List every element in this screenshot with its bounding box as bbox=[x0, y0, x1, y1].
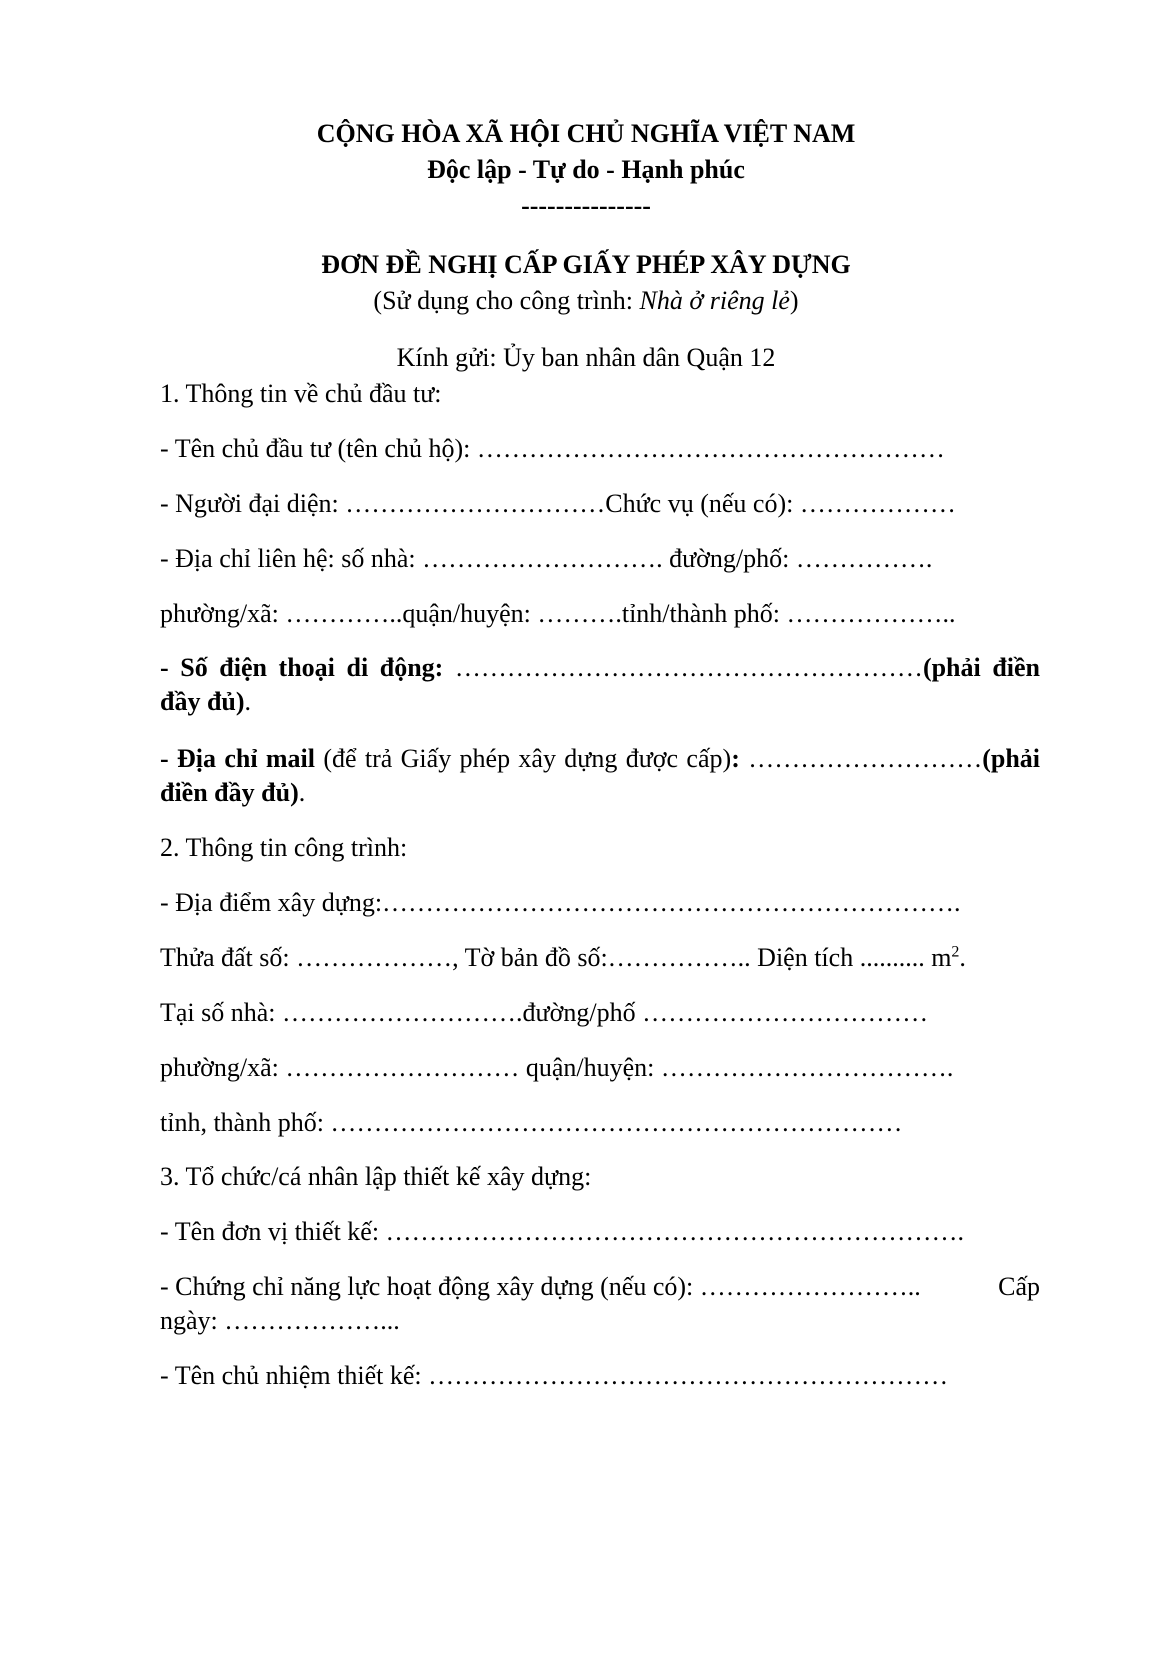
plot-text: Thửa đất số: ………………, Tờ bản đồ số:…………….. Diện tích .......... m bbox=[160, 943, 952, 972]
header-separator: --------------- bbox=[521, 191, 651, 220]
representative-field: - Người đại diện: …………………………Chức vụ (nếu có): ……………… bbox=[160, 489, 956, 518]
phone-label: - Số điện thoại di động: bbox=[160, 653, 444, 682]
subtitle-prefix: (Sử dụng cho công trình: bbox=[373, 286, 640, 315]
house-number-field: Tại số nhà: ……………………….đường/phố …………………………… bbox=[160, 998, 929, 1027]
recipient: Kính gửi: Ủy ban nhân dân Quận 12 bbox=[396, 343, 776, 372]
mail-note: (phải điền đầy đủ) bbox=[160, 744, 1041, 807]
certificate-field bbox=[160, 1270, 1040, 1304]
certificate-issue-word: Cấp bbox=[998, 1272, 1040, 1301]
mail-field bbox=[160, 742, 1040, 810]
phone-end: . bbox=[244, 687, 252, 716]
phone-note: (phải điền đầy đủ) bbox=[160, 653, 1041, 716]
plot-sup: 2 bbox=[951, 943, 960, 961]
location-field: - Địa điểm xây dựng:…………………………………………………………. bbox=[160, 888, 961, 917]
mail-dots: ……………………… bbox=[739, 744, 983, 773]
mail-colon: : bbox=[731, 744, 740, 773]
province-field: tỉnh, thành phố: ………………………………………………………… bbox=[160, 1108, 903, 1137]
phone-dots: ……………………………………………… bbox=[443, 653, 923, 682]
certificate-date-field: ngày: ………………... bbox=[160, 1306, 400, 1335]
section1-heading: 1. Thông tin về chủ đầu tư: bbox=[160, 379, 442, 408]
mail-desc: (để trả Giấy phép xây dựng được cấp) bbox=[315, 744, 732, 773]
plot-suffix: . bbox=[959, 943, 966, 972]
document-title: ĐƠN ĐỀ NGHỊ CẤP GIẤY PHÉP XÂY DỰNG bbox=[321, 250, 851, 279]
design-unit-field: - Tên đơn vị thiết kế: …………………………………………………………. bbox=[160, 1217, 965, 1246]
subtitle-suffix: ) bbox=[789, 286, 799, 315]
certificate-text: - Chứng chỉ năng lực hoạt động xây dựng (nếu có): …………………….. bbox=[160, 1272, 921, 1301]
owner-name-field: - Tên chủ đầu tư (tên chủ hộ): ……………………………………………… bbox=[160, 434, 945, 463]
chief-designer-field: - Tên chủ nhiệm thiết kế: …………………………………………………… bbox=[160, 1361, 949, 1390]
plot-field bbox=[160, 941, 1040, 975]
address-field: - Địa chỉ liên hệ: số nhà: ………………………. đường/phố: ……………. bbox=[160, 544, 933, 573]
mail-label: - Địa chỉ mail bbox=[160, 744, 316, 773]
mail-end: . bbox=[298, 778, 306, 807]
section3-heading: 3. Tổ chức/cá nhân lập thiết kế xây dựng: bbox=[160, 1162, 592, 1191]
construction-ward-field: phường/xã: ……………………… quận/huyện: ……………………………. bbox=[160, 1053, 954, 1082]
country-header: CỘNG HÒA XÃ HỘI CHỦ NGHĨA VIỆT NAM bbox=[316, 119, 856, 148]
ward-field: phường/xã: …………..quận/huyện: ……….tỉnh/thành phố: ……………….. bbox=[160, 599, 956, 628]
subtitle-italic: Nhà ở riêng lẻ bbox=[639, 286, 790, 315]
section2-heading: 2. Thông tin công trình: bbox=[160, 833, 408, 862]
motto: Độc lập - Tự do - Hạnh phúc bbox=[427, 155, 745, 184]
document-subtitle bbox=[0, 284, 1172, 318]
phone-field bbox=[160, 651, 1040, 719]
